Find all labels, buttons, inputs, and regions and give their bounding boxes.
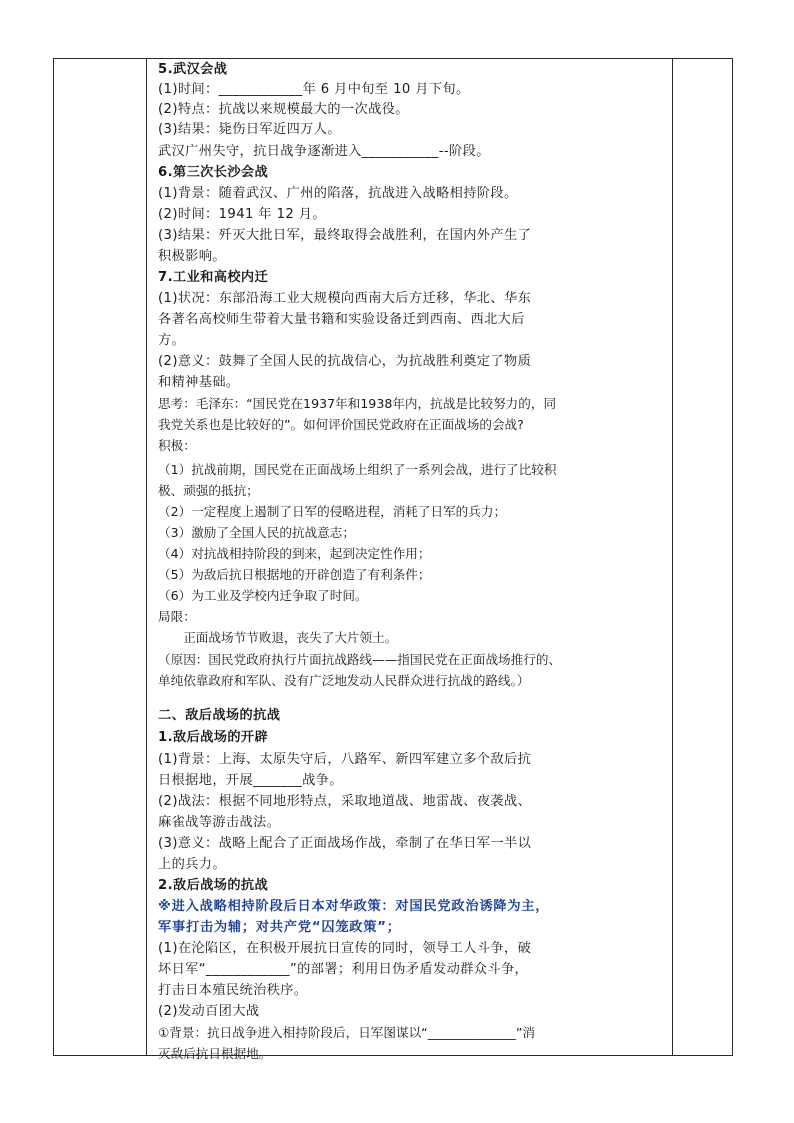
text-line: （2）一定程度上遏制了日军的侵略进程，消耗了日军的兵力； [158,504,507,519]
text-line: 各著名高校师生带着大量书籍和实验设备迁到西南、西北大后 [158,312,525,327]
heading-changsha-battle: 6.第三次长沙会战 [158,165,269,180]
text-line: (1)在沦陷区，在积极开展抗日宣传的同时，领导工人斗争，破 [158,941,532,956]
text-line: (1)背景：随着武汉、广州的陷落，抗战进入战略相持阶段。 [158,186,518,201]
heading-enemy-rear-opening: 1.敌后战场的开辟 [158,730,269,745]
text-line: 思考：毛泽东：“国民党在1937年和1938年内，抗战是比较努力的，同 [158,396,557,411]
text-line: （1）抗战前期，国民党在正面战场上组织了一系列会战，进行了比较积 [158,462,557,477]
text-line: (2)意义：鼓舞了全国人民的抗战信心，为抗战胜利奠定了物质 [158,354,532,369]
text-line: （原因：国民党政府执行片面抗战路线——指国民党在正面战场推行的、 [158,652,561,667]
text-line: （4）对抗战相持阶段的到来，起到决定性作用； [158,546,431,561]
heading-wuhan-battle: 5.武汉会战 [158,62,228,77]
text-line: 正面战场节节败退，丧失了大片领土。 [158,630,398,645]
text-line: (2)发动百团大战 [158,1004,260,1019]
text-line: （6）为工业及学校内迁争取了时间。 [158,588,368,603]
text-line: 和精神基础。 [158,375,240,390]
text-line: 武汉广州失守，抗日战争逐渐进入___________--阶段。 [158,144,490,159]
text-line: 打击日本殖民统治秩序。 [158,983,308,998]
text-line: （3）激励了全国人民的抗战意志； [158,525,355,540]
text-line: (1)时间：____________年 6 月中旬至 10 月下旬。 [158,82,470,97]
highlight-note: ※进入战略相持阶段后日本对华政策：对国民党政治诱降为主， [158,899,550,914]
text-line: 积极影响。 [158,249,226,264]
heading-enemy-rear-resistance: 2.敌后战场的抗战 [158,878,269,893]
text-line: 灭敌后抗日根据地。 [158,1046,272,1061]
text-line: 积极： [158,438,196,453]
text-line: 单纯依靠政府和军队、没有广泛地发动人民群众进行抗战的路线。） [158,673,530,688]
text-line: (2)战法：根据不同地形特点，采取地道战、地雷战、夜袭战、 [158,794,532,809]
text-line: (3)结果：歼灭大批日军，最终取得会战胜利，在国内外产生了 [158,228,532,243]
text-line: (2)特点：抗战以来规模最大的一次战役。 [158,102,409,117]
text-line: 极、顽强的抵抗； [158,483,259,498]
text-line: 坏日军“____________”的部署；利用日伪矛盾发动群众斗争， [158,962,529,977]
text-line: 局限： [158,609,196,624]
text-line: ①背景：抗日战争进入相持阶段后，日军图谋以“______________”消 [158,1025,535,1040]
highlight-note: 军事打击为辅；对共产党“囚笼政策”； [158,920,401,935]
text-line: (2)时间：1941 年 12 月。 [158,207,326,222]
text-line: 方。 [158,333,186,348]
column-divider-left [146,59,147,1055]
text-line: （5）为敌后抗日根据地的开辟创造了有利条件； [158,567,431,582]
text-line: 我党关系也是比较好的”。如何评价国民党政府在正面战场的会战? [158,417,524,432]
text-line: 麻雀战等游击战法。 [158,815,281,830]
text-line: 上的兵力。 [158,857,226,872]
text-line: (1)背景：上海、太原失守后，八路军、新四军建立多个敌后抗 [158,752,532,767]
text-line: (1)状况：东部沿海工业大规模向西南大后方迁移，华北、华东 [158,291,532,306]
text-line: 日根据地，开展_______战争。 [158,773,343,788]
column-divider-right [672,59,673,1055]
text-line: (3)结果：毙伤日军近四万人。 [158,122,341,137]
heading-section-two: 二、敌后战场的抗战 [158,708,281,723]
heading-relocation: 7.工业和高校内迁 [158,270,269,285]
text-line: (3)意义：战略上配合了正面战场作战，牵制了在华日军一半以 [158,836,532,851]
